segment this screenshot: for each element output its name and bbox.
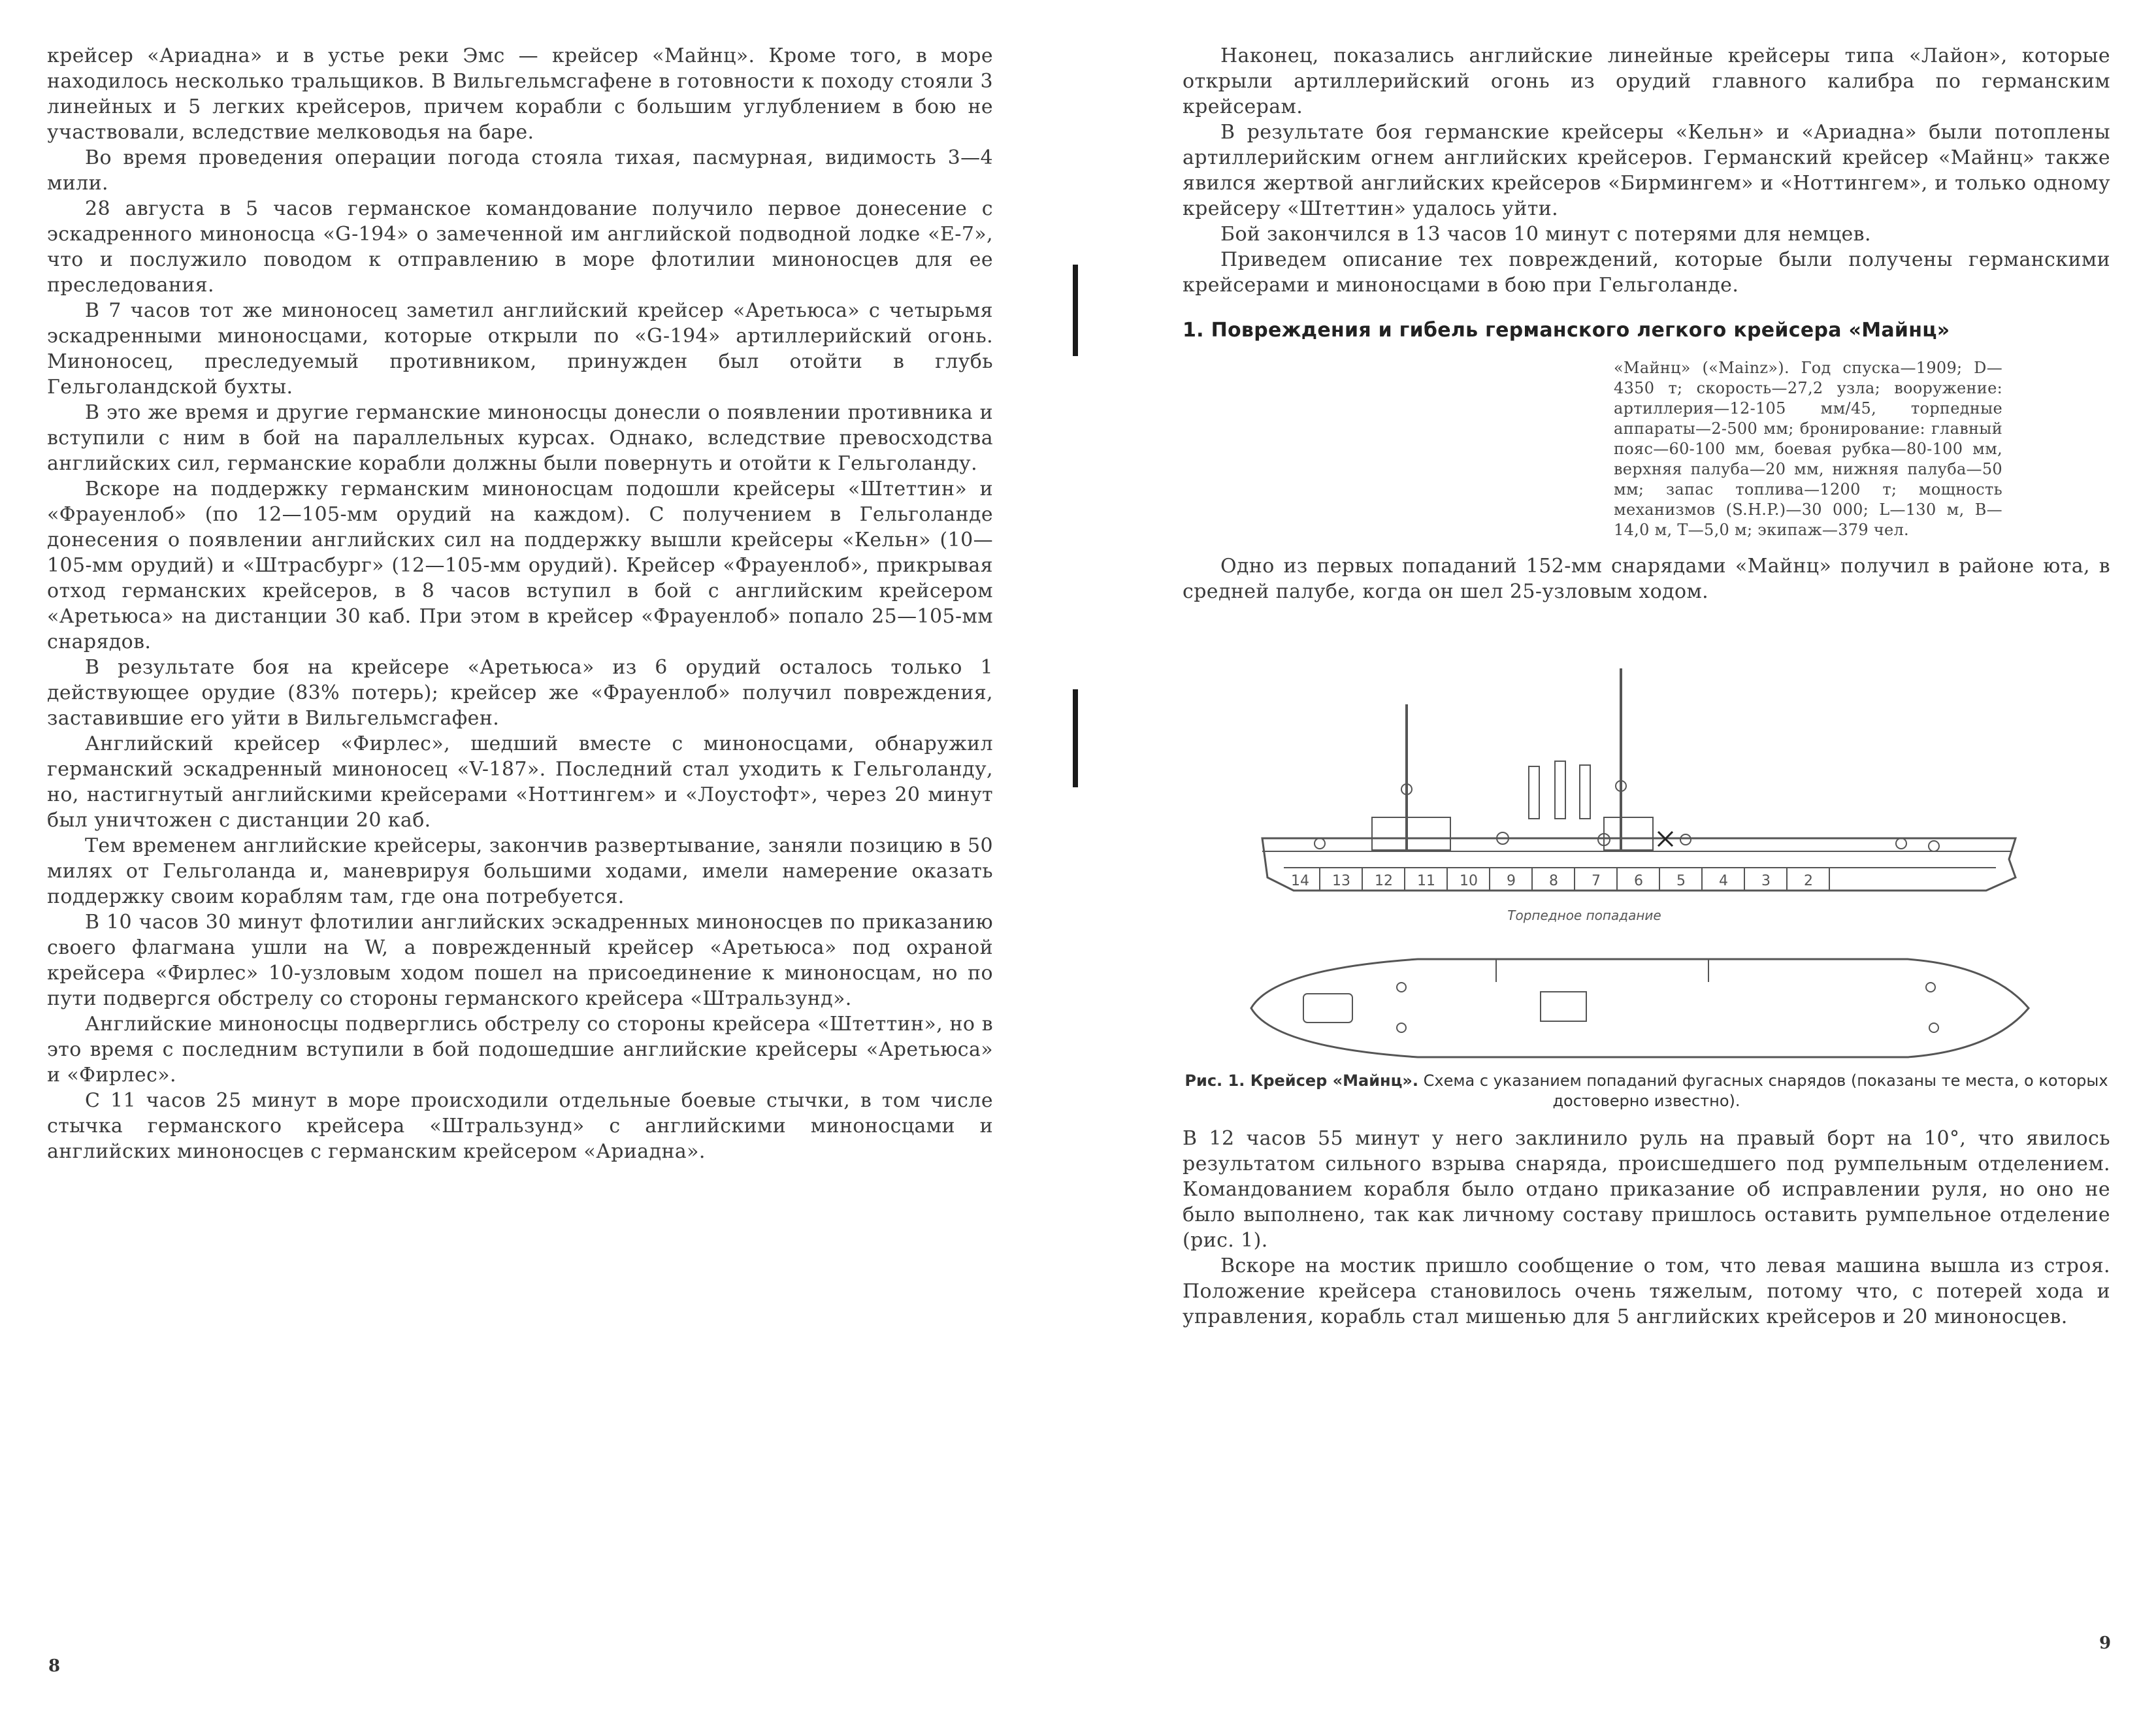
paragraph: Бой закончился в 13 часов 10 минут с потерями для немцев.	[1220, 223, 1871, 246]
plan-structure-icon	[1541, 992, 1586, 1021]
figure-caption	[1183, 1071, 2110, 1111]
compartment-number: 8	[1549, 873, 1558, 889]
gun-icon	[1397, 1023, 1406, 1032]
aft-bridge-icon	[1604, 817, 1653, 850]
ship-diagram	[1222, 642, 2117, 1067]
compartment-number: 6	[1634, 873, 1643, 889]
paragraph: Тем временем английские крейсеры, закончив развертывание, заняли позицию в 50 милях от Гельголанда и, маневрируя большими ходами, имели намерение оказать поддержку своим кораблям там, где она потребуется.	[47, 834, 993, 908]
gun-icon	[1896, 838, 1906, 849]
paragraph: Во время проведения операции погода стояла тихая, пасмурная, видимость 3—4 мили.	[47, 146, 993, 195]
section-heading: 1. Повреждения и гибель германского легкого крейсера «Майнц»	[1183, 319, 1950, 342]
paragraph: Наконец, показались английские линейные крейсеры типа «Лайон», которые открыли артиллерийский огонь из орудий главного калибра по германским крейсерам.	[1183, 44, 2110, 118]
paragraph: крейсер «Ариадна» и в устье реки Эмс — крейсер «Майнц». Кроме того, в море находилось несколько тральщиков. В Вильгельмсгафене в готовности к походу стояли 3 линейных и 5 легких крейсеров, причем корабли с большим углублением в бою не участвовали, вследствие мелководья на баре.	[47, 44, 993, 144]
funnel-icon	[1555, 761, 1565, 819]
gun-icon	[1926, 983, 1935, 992]
right-page	[1078, 0, 2156, 1719]
gun-icon	[1929, 841, 1939, 851]
plan-structure-icon	[1303, 994, 1352, 1023]
gun-icon	[1929, 1023, 1938, 1032]
compartment-number: 5	[1676, 873, 1686, 889]
paragraph: С 11 часов 25 минут в море происходили отдельные боевые стычки, в том числе стычка германского крейсера «Штральзунд» с английскими миноносцами и английских миноносцев с германским крейсером «Ариадна».	[47, 1089, 993, 1163]
hull-plan	[1251, 959, 2029, 1057]
paragraph: 28 августа в 5 часов германское командование получило первое донесение с эскадренного миноносца «G-194» о замеченной им английской подводной лодке «Е-7», что и послужило поводом к отправлению в море флотилии миноносцев для ее преследования.	[47, 197, 993, 297]
funnel-icon	[1529, 766, 1539, 819]
paragraph: Вскоре на поддержку германским миноносцам подошли крейсеры «Штеттин» и «Фрауенлоб» (по 12—105-мм орудий на каждом). С получением в Гельголанде донесения о появлении английских сил на поддержку вышли крейсеры «Кельн» (10—105-мм орудий) и «Штрасбург» (12—105-мм орудий). Крейсер «Фрауенлоб», прикрывая отход германских крейсеров, в 8 часов вступил в бой с английским крейсером «Аретьюса» на дистанции 30 каб. При этом в крейсер «Фрауенлоб» попало 25—105-мм снарядов.	[47, 478, 993, 653]
compartment-number: 10	[1460, 873, 1478, 889]
paragraph: В 10 часов 30 минут флотилии английских эскадренных миноносцев по приказанию своего флагмана ушли на W, а поврежденный крейсер «Аретьюса» под охраной крейсера «Фирлес» 10-узловым ходом пошел на присоединение к миноносцам, но по пути подвергся обстрелу со стороны германского крейсера «Штральзунд».	[47, 911, 993, 1010]
ship-diagram-figure	[1222, 642, 2117, 1067]
compartment-number: 14	[1291, 873, 1309, 889]
bridge-icon	[1372, 817, 1450, 850]
paragraph: Одно из первых попаданий 152-мм снарядами «Майнц» получил в районе юта, в средней палубе, когда он шел 25-узловым ходом.	[1183, 555, 2110, 603]
compartment-number: 2	[1804, 873, 1813, 889]
gutter-mark	[1073, 265, 1078, 356]
gun-icon	[1397, 983, 1406, 992]
paragraph: В это же время и другие германские миноносцы донесли о появлении противника и вступили с ним в бой на параллельных курсах. Однако, вследствие превосходства английских сил, германские корабли должны были повернуть и отойти к Гельголанду.	[47, 401, 993, 475]
gutter-mark	[1073, 689, 1078, 787]
paragraph: Английский крейсер «Фирлес», шедший вместе с миноносцами, обнаружил германский эскадренный миноносец «V-187». Последний стал уходить к Гельголанду, но, настигнутый английскими крейсерами «Ноттингем» и «Лоустофт», через 20 минут был уничтожен с дистанции 20 каб.	[47, 732, 993, 832]
paragraph: В результате боя на крейсере «Аретьюса» из 6 орудий осталось только 1 действующее орудие (83% потерь); крейсер же «Фрауенлоб» получил повреждения, заставившие его уйти в Вильгельмсгафен.	[47, 656, 993, 730]
compartment-number: 11	[1417, 873, 1435, 889]
compartment-number: 13	[1332, 873, 1350, 889]
caption-lead: Рис. 1. Крейсер «Майнц».	[1184, 1072, 1419, 1090]
gun-icon	[1315, 838, 1325, 849]
paragraph: Приведем описание тех повреждений, которые были получены германскими крейсерами и миноносцами в бою при Гельголанде.	[1183, 248, 2110, 297]
paragraph: Вскоре на мостик пришло сообщение о том, что левая машина вышла из строя. Положение крейсера становилось очень тяжелым, потому что, с потерей хода и управления, корабль стал мишенью для 5 английских крейсеров и 20 миноносцев.	[1183, 1254, 2110, 1328]
compartment-number: 7	[1592, 873, 1601, 889]
paragraph: Английские миноносцы подверглись обстрелу со стороны крейсера «Штеттин», но в это время с последним вступили в бой подошедшие английские крейсеры «Аретьюса» и «Фирлес».	[47, 1013, 993, 1087]
funnel-icon	[1580, 765, 1590, 819]
paragraph: В 7 часов тот же миноносец заметил английский крейсер «Аретьюса» с четырьмя эскадренными миноносцами, которые открыли по «G-194» артиллерийский огонь. Миноносец, преследуемый противником, принужден был отойти в глубь Гельголандской бухты.	[47, 299, 993, 399]
paragraph: В результате боя германские крейсеры «Кельн» и «Ариадна» были потоплены артиллерийским огнем английских крейсеров. Германский крейсер «Майнц» также явился жертвой английских крейсеров «Бирмингем» и «Ноттингем», и только одному крейсеру «Штеттин» удалось уйти.	[1183, 121, 2110, 220]
compartment-number: 4	[1719, 873, 1728, 889]
gun-icon	[1680, 834, 1691, 845]
compartment-number: 3	[1761, 873, 1771, 889]
ship-specifications: «Майнц» («Mainz»). Год спуска—1909; D—4350 т; скорость—27,2 узла; вооружение: артиллерия—12-105 мм/45, торпедные аппараты—2-500 мм; бронирование: главный пояс—60-100 мм, боевая рубка—80-100 мм, верхняя палуба—20 мм, нижняя палуба—50 мм; запас топлива—1200 т; мощность механизмов (S.H.P.)—30 000; L—130 м, B—14,0 м, T—5,0 м; экипаж—379 чел.	[1614, 359, 2002, 539]
torpedo-hit-label: Торпедное попадание	[1507, 908, 1661, 923]
right-page-number: 9	[2099, 1633, 2112, 1653]
paragraph: В 12 часов 55 минут у него заклинило руль на правый борт на 10°, что явилось результатом сильного взрыва снаряда, происшедшего под румпельным отделением. Командованием корабля было отдано приказание об исправлении руля, но оно не было выполнено, так как личному составу пришлось оставить румпельное отделение (рис. 1).	[1183, 1127, 2110, 1252]
compartment-number: 9	[1507, 873, 1516, 889]
caption-text: Схема с указанием попаданий фугасных снарядов (показаны те места, о которых достоверно известно).	[1423, 1072, 2108, 1110]
left-page-number: 8	[48, 1656, 61, 1676]
compartment-number: 12	[1375, 873, 1393, 889]
